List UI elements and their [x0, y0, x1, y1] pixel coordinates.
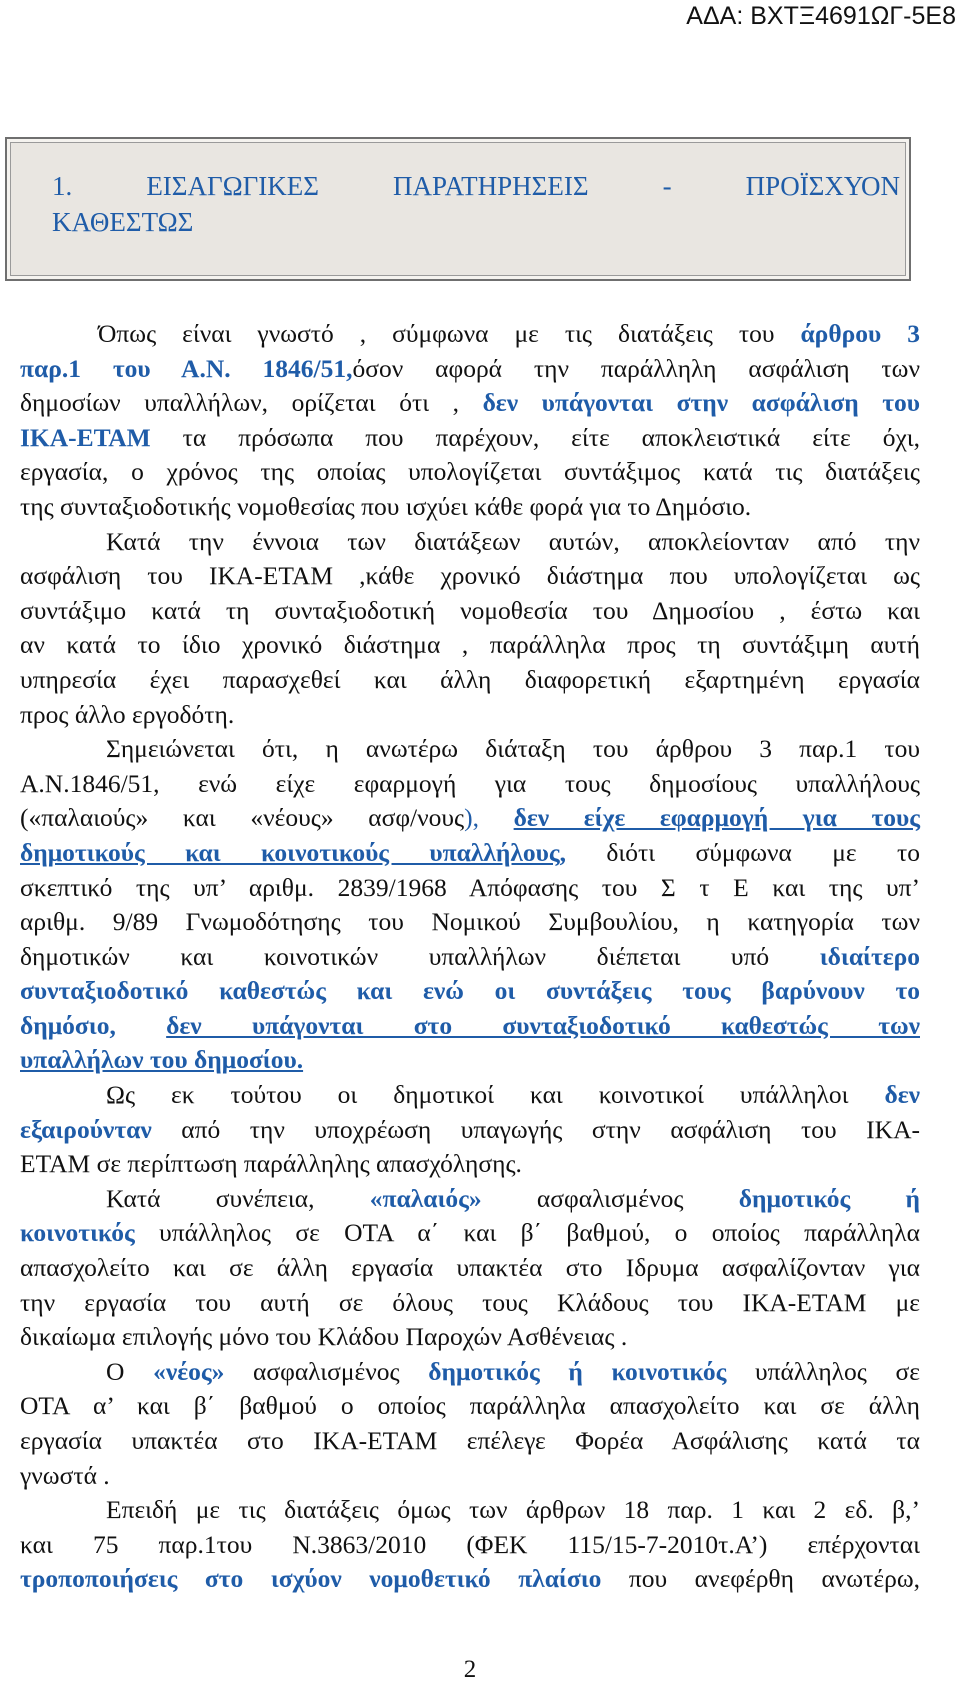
text-run: ασφαλισμένος	[224, 1356, 429, 1386]
emphasized-text: ),	[464, 803, 479, 833]
text-line	[20, 559, 920, 594]
text-line	[20, 1459, 920, 1494]
text-run: ΟΤΑ α’ και β΄ βαθμού ο οποίος παράλληλα απασχολείτο και σε άλλη	[20, 1391, 920, 1421]
emphasized-text: δεν υπάγονται στην ασφάλιση του	[482, 388, 920, 418]
text-line	[20, 1113, 920, 1148]
text-line	[20, 801, 920, 836]
text-line	[20, 1528, 920, 1563]
text-line	[20, 386, 920, 421]
text-run: Ως εκ τούτου οι δημοτικοί και κοινοτικοί υπάλληλοι	[106, 1080, 885, 1110]
ada-code: ΑΔΑ: ΒΧΤΞ4691ΩΓ-5Ε8	[686, 2, 956, 30]
text-run: Κατά συνέπεια,	[106, 1183, 370, 1213]
text-line	[20, 905, 920, 940]
text-run: την εργασία του αυτή σε όλους τους Κλάδους του ΙΚΑ-ΕΤΑΜ με	[20, 1287, 920, 1317]
section-heading-line: ΚΑΘΕΣΤΩΣ	[52, 207, 194, 237]
text-run: Α.Ν.1846/51, ενώ είχε εφαρμογή για τους δημοσίους υπαλλήλους	[20, 768, 920, 798]
text-run: ΕΤΑΜ σε περίπτωση παράλληλης απασχόλησης.	[20, 1149, 522, 1179]
text-line	[20, 1355, 920, 1390]
text-line	[20, 974, 920, 1009]
emphasized-text: δεν είχε εφαρμογή για τους	[513, 803, 920, 833]
emphasized-text: δημοτικός ή κοινοτικός	[428, 1356, 727, 1386]
text-line	[20, 455, 920, 490]
text-line	[20, 1493, 920, 1528]
emphasized-text: υπαλλήλων του δημοσίου.	[20, 1045, 304, 1075]
text-run: προς άλλο εργοδότη.	[20, 699, 235, 729]
emphasized-text: δημόσιο,	[20, 1010, 167, 1040]
text-line	[20, 940, 920, 975]
page-number: 2	[463, 1656, 477, 1683]
text-line	[20, 698, 920, 733]
emphasized-text: εξαιρούνταν	[20, 1114, 152, 1144]
text-run: υπηρεσία έχει παρασχεθεί και άλλη διαφορετική εξαρτημένη εργασία	[20, 664, 920, 694]
text-line	[20, 732, 920, 767]
text-line	[20, 628, 920, 663]
text-line	[20, 1286, 920, 1321]
text-line	[20, 317, 920, 352]
text-run: αν κατά το ίδιο χρονικό διάστημα , παράλληλα προς τη συντάξιμη αυτή	[20, 630, 920, 660]
text-run: αριθμ. 9/89 Γνωμοδότησης του Νομικού Συμβουλίου, η κατηγορία των	[20, 907, 920, 937]
text-run: διότι σύμφωνα με το	[566, 837, 920, 867]
emphasized-text: συνταξιοδοτικό καθεστώς και ενώ οι συντάξεις τους βαρύνουν το	[20, 976, 920, 1006]
text-line	[20, 525, 920, 560]
text-run	[479, 803, 514, 832]
section-heading	[52, 168, 900, 240]
text-run: δημοτικών και κοινοτικών υπαλλήλων διέπεται υπό	[20, 941, 820, 971]
emphasized-text: δεν υπάγονται στο συνταξιοδοτικό καθεστώς των	[166, 1010, 920, 1040]
emphasized-text: τροποποιήσεις στο ισχύον νομοθετικό πλαίσιο	[20, 1564, 602, 1594]
text-line	[20, 1251, 920, 1286]
emphasized-text: άρθρου 3	[800, 319, 920, 348]
emphasized-text: παρ.1 του Α.Ν. 1846/51,	[20, 353, 353, 383]
text-line	[20, 1320, 920, 1355]
emphasized-text: ΙΚΑ-ΕΤΑΜ	[20, 422, 151, 452]
emphasized-text: «παλαιός»	[369, 1183, 482, 1213]
text-line	[20, 1389, 920, 1424]
section-heading-line: 1. ΕΙΣΑΓΩΓΙΚΕΣ ΠΑΡΑΤΗΡΗΣΕΙΣ - ΠΡΟΪΣΧΥΟΝ	[52, 171, 900, 201]
text-run: υπάλληλος σε ΟΤΑ α΄ και β΄ βαθμού, ο οποίος παράλληλα	[134, 1218, 920, 1248]
text-run: όσον αφορά την παράλληλη ασφάλιση των	[352, 353, 920, 383]
text-run: γνωστά .	[20, 1460, 110, 1490]
text-run: δημοσίων υπαλλήλων, ορίζεται ότι ,	[20, 388, 483, 418]
text-run: και 75 παρ.1του Ν.3863/2010 (ΦΕΚ 115/15-7-2010τ.Α’) επέρχονται	[20, 1529, 920, 1559]
text-line	[20, 1216, 920, 1251]
emphasized-text: «νέος»	[153, 1356, 225, 1386]
emphasized-text: κοινοτικός	[20, 1218, 135, 1248]
text-run: τα πρόσωπα που παρέχουν, είτε αποκλειστικά είτε όχι,	[150, 422, 920, 452]
emphasized-text: δημοτικούς και κοινοτικούς υπαλλήλους,	[20, 837, 567, 867]
text-run: Κατά την έννοια των διατάξεων αυτών, αποκλείονταν από την	[106, 526, 920, 556]
text-line	[20, 1078, 920, 1113]
text-line	[20, 490, 920, 525]
document-body	[20, 317, 920, 1597]
text-run: εργασία υπακτέα στο ΙΚΑ-ΕΤΑΜ επέλεγε Φορέα Ασφάλισης κατά τα	[20, 1426, 920, 1455]
text-line	[20, 871, 920, 906]
text-line	[20, 352, 920, 387]
text-line	[20, 1182, 920, 1217]
text-run: Ο	[106, 1356, 154, 1386]
text-run: ασφάλιση του ΙΚΑ-ΕΤΑΜ ,κάθε χρονικό διάστημα που υπολογίζεται ως	[20, 561, 920, 591]
text-run: δικαίωμα επιλογής μόνο του Κλάδου Παροχών Ασθένειας .	[20, 1322, 628, 1352]
text-line	[20, 1424, 920, 1459]
text-line	[20, 836, 920, 871]
text-run: από την υποχρέωση υπαγωγής στην ασφάλιση του ΙΚΑ-	[151, 1114, 920, 1144]
text-line	[20, 767, 920, 802]
text-line	[20, 594, 920, 629]
text-line	[20, 1562, 920, 1597]
text-line	[20, 663, 920, 698]
text-run: («παλαιούς» και «νέους» ασφ/νους	[20, 803, 465, 833]
text-run: Όπως είναι γνωστό , σύμφωνα με τις διατάξεις του	[98, 319, 801, 348]
text-line	[20, 1043, 920, 1078]
text-run: απασχολείτο και σε άλλη εργασία υπακτέα στο Ιδρυμα ασφαλίζονταν για	[20, 1253, 920, 1283]
text-run: εργασία, ο χρόνος της οποίας υπολογίζεται συντάξιμος κατά τις διατάξεις	[20, 457, 920, 487]
text-line	[20, 1009, 920, 1044]
text-run: ασφαλισμένος	[481, 1183, 739, 1213]
text-line	[20, 1147, 920, 1182]
text-run: που ανεφέρθη ανωτέρω,	[601, 1564, 921, 1594]
emphasized-text: ιδιαίτερο	[819, 941, 920, 971]
text-run: της συνταξιοδοτικής νομοθεσίας που ισχύει κάθε φορά για το Δημόσιο.	[20, 491, 752, 521]
text-run: συντάξιμο κατά τη συνταξιοδοτική νομοθεσία του Δημοσίου , έστω και	[20, 595, 920, 625]
emphasized-text: δεν	[884, 1080, 920, 1110]
text-run: σκεπτικό της υπ’ αριθμ. 2839/1968 Απόφασης του Σ τ Ε και της υπ’	[20, 872, 920, 902]
emphasized-text: δημοτικός ή	[738, 1183, 920, 1213]
text-run: Επειδή με τις διατάξεις όμως των άρθρων 18 παρ. 1 και 2 εδ. β,’	[106, 1495, 920, 1525]
text-run: υπάλληλος σε	[726, 1356, 920, 1386]
text-run: Σημειώνεται ότι, η ανωτέρω διάταξη του άρθρου 3 παρ.1 του	[106, 734, 920, 764]
text-line	[20, 421, 920, 456]
